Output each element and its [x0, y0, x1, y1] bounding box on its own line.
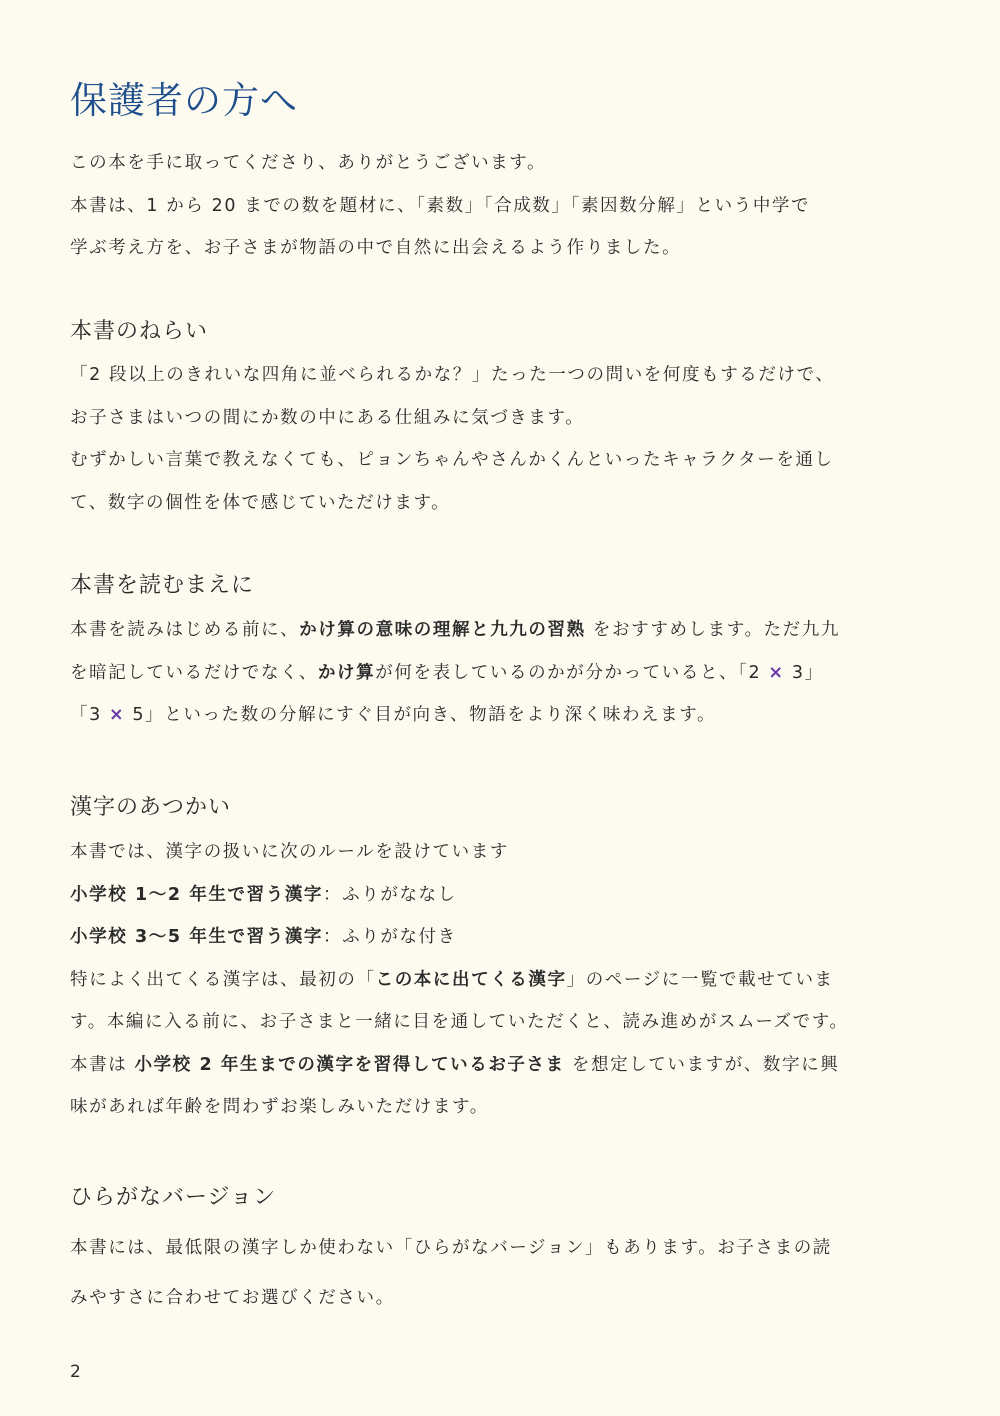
text: ：ふりがな付き	[323, 927, 457, 947]
hiragana-paragraph	[70, 1223, 940, 1323]
page-title: 保護者の方へ	[70, 79, 298, 122]
aim-line: 「2 段以上のきれいな四角に並べられるかな？」たった一つの問いを何度もするだけで、	[70, 365, 835, 385]
before-line	[70, 652, 940, 695]
hiragana-line: 本書には、最低限の漢字しか使わない「ひらがなバージョン」もあります。お子さまの読	[70, 1238, 832, 1258]
hiragana-line: みやすさに合わせてお選びください。	[70, 1288, 395, 1308]
kanji-rule	[70, 874, 940, 917]
aim-line: むずかしい言葉で教えなくても、ピョンちゃんやさんかくんといったキャラクターを通し	[70, 450, 834, 470]
kanji-line	[70, 1044, 940, 1087]
kanji-line: 味があれば年齢を問わずお楽しみいただけます。	[70, 1097, 489, 1117]
kanji-line: す。本編に入る前に、お子さまと一緒に目を通していただくと、読み進めがスムーズです。	[70, 1012, 849, 1032]
kanji-rule	[70, 916, 940, 959]
emphasis-text: 小学校 2 年生までの漢字を習得しているお子さま	[134, 1054, 565, 1075]
intro-paragraph	[70, 142, 940, 270]
hiragana-heading: ひらがなバージョン	[70, 1185, 277, 1210]
text: 特によく出てくる漢字は、最初の「	[70, 969, 376, 990]
kanji-line	[70, 959, 940, 1002]
text: 5」といった数の分解にすぐ目が向き、物語をより深く味わえます。	[125, 705, 717, 725]
text: 「3	[70, 705, 109, 725]
aim-paragraph	[70, 354, 940, 524]
text: 本書を読みはじめる前に、	[70, 620, 300, 640]
times-icon: ×	[109, 705, 126, 725]
text: が何を表しているのかが分かっていると、「2	[375, 662, 769, 683]
text: 本書は	[70, 1054, 135, 1075]
before-paragraph	[70, 609, 940, 737]
kanji-heading: 漢字のあつかい	[70, 795, 232, 820]
text: を暗記しているだけでなく、	[70, 662, 318, 683]
kanji-paragraph	[70, 831, 940, 1129]
intro-line: この本を手に取ってくださり、ありがとうございます。	[70, 153, 547, 173]
before-line	[70, 609, 940, 652]
emphasis-text: かけ算	[317, 662, 376, 683]
aim-line: お子さまはいつの間にか数の中にある仕組みに気づきます。	[70, 407, 585, 428]
kanji-line: 本書では、漢字の扱いに次のルールを設けています	[70, 842, 509, 862]
emphasis-text: この本に出てくる漢字	[375, 969, 567, 990]
page-number: 2	[70, 1362, 81, 1382]
aim-heading: 本書のねらい	[70, 319, 209, 344]
emphasis-text: 小学校 1〜2 年生で習う漢字	[70, 884, 324, 905]
text: 」のページに一覧で載せていま	[566, 969, 834, 990]
emphasis-text: かけ算の意味の理解と九九の習熟	[299, 620, 586, 640]
before-heading: 本書を読むまえに	[70, 573, 255, 598]
text: ：ふりがななし	[323, 884, 457, 905]
intro-line: 学ぶ考え方を、お子さまが物語の中で自然に出会えるよう作りました。	[70, 238, 682, 258]
intro-line: 本書は、1 から 20 までの数を題材に、「素数」「合成数」「素因数分解」という中学で	[70, 195, 811, 216]
times-icon: ×	[768, 662, 785, 683]
text: をおすすめします。ただ九九	[585, 620, 840, 640]
before-line	[70, 694, 940, 737]
text: 3」	[784, 662, 824, 683]
text: を想定していますが、数字に興	[564, 1054, 840, 1075]
emphasis-text: 小学校 3〜5 年生で習う漢字	[70, 927, 324, 947]
aim-line: て、数字の個性を体で感じていただけます。	[70, 492, 451, 513]
